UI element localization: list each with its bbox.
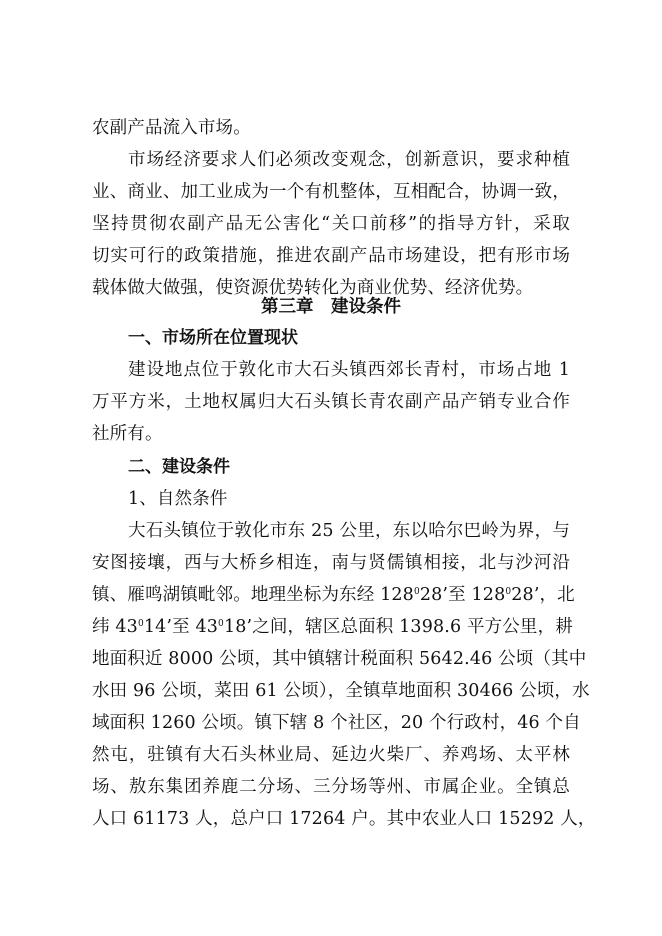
degree-mark: 0 [218,619,224,629]
paragraph-line: 载体做大做强，使资源优势转化为商业优势、经济优势。 [92,278,534,298]
paragraph-line: 水田 96 公顷，菜田 61 公顷），全镇草地面积 30466 公顷，水 [92,681,590,701]
paragraph-line [92,617,573,637]
paragraph-line: 业、商业、加工业成为一个有机整体，互相配合，协调一致， [92,182,570,202]
paragraph-line: 社所有。 [92,424,163,444]
paragraph-line: 坚持贯彻农副产品无公害化“关口前移”的指导方针，采取 [92,214,570,234]
text-run: 18’之间，辖区总面积 1398.6 平方公里，耕 [223,617,573,637]
paragraph-line: 人口 61173 人，总户口 17264 户。其中农业人口 15292 人， [92,809,596,829]
paragraph-line: 安图接壤，西与大桥乡相连，南与贤儒镇相接，北与沙河沿 [92,553,570,573]
paragraph-line [92,585,575,605]
subsection-heading: 1、自然条件 [128,489,228,509]
paragraph-line: 场、敖东集团养鹿二分场、三分场等州、市属企业。全镇总 [92,777,570,797]
degree-mark: 0 [413,587,420,597]
text-run: 纬 43 [92,617,138,637]
text-run: 28’，北 [511,585,575,605]
degree-mark: 0 [137,619,144,629]
text-run: 镇、雁鸣湖镇毗邻。地理坐标为东经 128 [92,585,414,605]
paragraph-line: 农副产品流入市场。 [92,118,251,138]
text-run: 28’至 128 [419,585,506,605]
paragraph-line: 然屯，驻镇有大石头林业局、延边火柴厂、养鸡场、太平林 [92,745,570,765]
paragraph-line: 建设地点位于敦化市大石头镇西郊长青村，市场占地 1 [128,360,570,380]
paragraph-line: 万平方米，土地权属归大石头镇长青农副产品产销专业合作 [92,392,570,412]
paragraph-line: 地面积近 8000 公顷，其中镇辖计税面积 5642.46 公顷（其中 [92,649,587,669]
paragraph-line: 域面积 1260 公顷。镇下辖 8 个社区，20 个行政村，46 个自 [92,713,581,733]
paragraph-line: 切实可行的政策措施，推进农副产品市场建设，把有形市场 [92,246,570,266]
text-run: 14’至 43 [143,617,219,637]
section-heading: 一、市场所在位置现状 [128,328,298,348]
paragraph-line: 市场经济要求人们必须改变观念，创新意识，要求种植 [128,150,570,170]
section-heading: 二、建设条件 [128,457,230,477]
chapter-title: 第三章 建设条件 [261,297,401,317]
degree-mark: 0 [505,587,512,597]
paragraph-line: 大石头镇位于敦化市东 25 公里，东以哈尔巴岭为界，与 [128,521,570,541]
